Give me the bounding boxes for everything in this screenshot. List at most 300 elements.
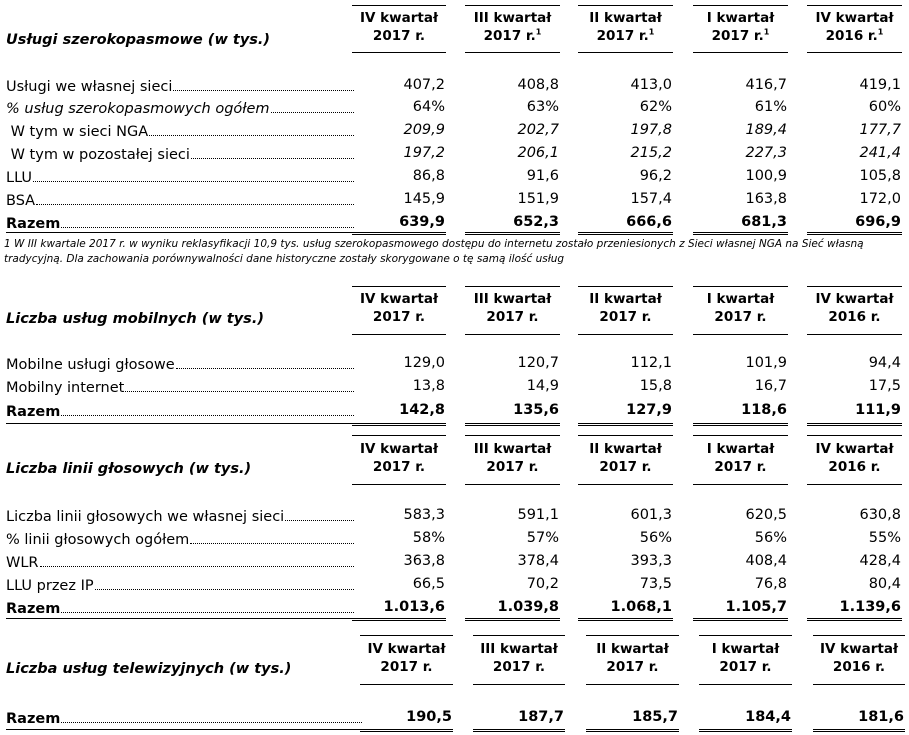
cell-value: 416,7	[745, 77, 787, 93]
column-header-line2: 2017 r.	[486, 309, 539, 325]
table-rule	[352, 423, 446, 424]
column-header-line2: 2017 r.	[372, 459, 426, 475]
table-rule	[352, 286, 446, 287]
cell-value: 408,8	[517, 77, 559, 93]
table-rule	[465, 234, 560, 235]
column-header-line2: 2017 r.	[714, 459, 767, 475]
table-rule	[807, 232, 902, 233]
cell-value: 142,8	[399, 402, 445, 418]
table-rule	[578, 5, 673, 6]
table-rule	[352, 232, 446, 233]
cell-value: 13,8	[412, 378, 445, 394]
cell-value: 215,2	[630, 145, 672, 161]
column-header	[473, 640, 565, 676]
column-header-line1: III kwartał	[480, 641, 558, 657]
column-header	[352, 9, 446, 45]
cell-value: 105,8	[859, 168, 901, 184]
table-rule	[465, 232, 560, 233]
row-label	[6, 551, 356, 571]
column-header	[465, 290, 560, 326]
table-rule	[807, 52, 902, 53]
cell-value: 58%	[412, 530, 445, 546]
cell-value: 118,6	[741, 402, 787, 418]
table-rule	[693, 334, 788, 335]
row-label	[6, 707, 364, 727]
column-header-line1: II kwartał	[589, 441, 662, 457]
table-rule	[578, 484, 673, 485]
table-rule	[578, 286, 673, 287]
table-rule	[807, 484, 902, 485]
table-rule	[693, 234, 788, 235]
table-rule	[465, 286, 560, 287]
table-rule	[360, 729, 453, 730]
cell-value: 64%	[412, 99, 445, 115]
cell-value: 639,9	[399, 214, 445, 230]
column-header	[693, 290, 788, 326]
row-label-text: Mobilny internet	[6, 380, 125, 396]
row-label-text: Usługi we własnej sieci	[6, 79, 173, 95]
table-rule	[813, 731, 905, 732]
table-rule	[807, 620, 902, 621]
table-rule	[693, 435, 788, 436]
column-header-line2: 2017 r.	[486, 459, 539, 475]
column-header-line2-row	[352, 458, 446, 476]
row-label	[6, 353, 356, 373]
cell-value: 96,2	[639, 168, 672, 184]
table-rule	[352, 5, 446, 6]
cell-value: 76,8	[754, 576, 787, 592]
column-header-line1: I kwartał	[706, 441, 775, 457]
column-header-line2: 2016 r.	[832, 659, 886, 675]
column-header-line2-row	[586, 658, 679, 676]
table-rule	[699, 684, 792, 685]
column-header-line1: I kwartał	[711, 641, 780, 657]
cell-value: 16,7	[754, 378, 787, 394]
table-rule	[693, 423, 788, 424]
leader-dots	[40, 566, 355, 567]
column-header-line2-row	[693, 27, 788, 45]
table-rule	[465, 423, 560, 424]
column-header-line2: 2017 r.	[714, 309, 767, 325]
table-rule	[699, 635, 792, 636]
row-label	[6, 75, 356, 95]
cell-value: 227,3	[745, 145, 787, 161]
cell-value: 591,1	[517, 507, 559, 523]
leader-dots	[190, 543, 354, 544]
row-label-text: Razem	[6, 601, 61, 617]
row-label-text: LLU	[6, 170, 33, 186]
cell-value: 73,5	[639, 576, 672, 592]
cell-value: 1.105,7	[725, 599, 787, 615]
row-label-text: % usług szerokopasmowych ogółem	[6, 101, 270, 117]
leader-dots	[95, 589, 354, 590]
column-header-line2-row	[465, 458, 560, 476]
section-title: Liczba usług telewizyjnych (w tys.)	[6, 661, 292, 677]
column-header-line2-row	[578, 458, 673, 476]
column-header-line2-row	[352, 308, 446, 326]
cell-value: 413,0	[630, 77, 672, 93]
table-rule	[586, 635, 679, 636]
cell-value: 696,9	[855, 214, 901, 230]
row-label-text: LLU przez IP	[6, 578, 94, 594]
row-label	[6, 505, 356, 525]
column-header-line1: IV kwartał	[815, 10, 894, 26]
column-header-line1: IV kwartał	[820, 641, 898, 657]
table-rule	[807, 286, 902, 287]
column-header-line1: III kwartał	[473, 441, 552, 457]
column-header-line2: 2016 r.	[828, 309, 881, 325]
cell-value: 202,7	[517, 122, 559, 138]
row-label	[6, 97, 356, 117]
cell-value: 630,8	[859, 507, 901, 523]
table-rule	[465, 334, 560, 335]
cell-value: 241,4	[859, 145, 901, 161]
table-rule	[693, 484, 788, 485]
row-label	[6, 597, 356, 617]
cell-value: 1.139,6	[839, 599, 901, 615]
row-label-text: Razem	[6, 404, 61, 420]
column-header-line2-row	[473, 658, 565, 676]
table-rule	[360, 635, 453, 636]
leader-dots	[191, 158, 354, 159]
column-header-line1: II kwartał	[589, 10, 662, 26]
cell-value: 209,9	[403, 122, 445, 138]
footnote-marker: 1	[648, 27, 655, 37]
section-title: Usługi szerokopasmowe (w tys.)	[6, 32, 271, 48]
column-header	[693, 440, 788, 476]
row-label-text: Liczba linii głosowych we własnej sieci	[6, 509, 285, 525]
cell-value: 197,2	[403, 145, 445, 161]
cell-value: 428,4	[859, 553, 901, 569]
table-rule	[813, 729, 905, 730]
leader-dots	[61, 227, 354, 228]
column-header-line2-row	[813, 658, 905, 676]
row-label	[6, 189, 356, 209]
cell-value: 378,4	[517, 553, 559, 569]
cell-value: 620,5	[745, 507, 787, 523]
row-label-text: Razem	[6, 711, 61, 727]
column-header	[693, 9, 788, 45]
cell-value: 101,9	[745, 355, 787, 371]
cell-value: 56%	[754, 530, 787, 546]
column-header-line2: 2017 r.	[599, 459, 652, 475]
row-label	[6, 376, 356, 396]
table-rule	[352, 620, 446, 621]
cell-value: 408,4	[745, 553, 787, 569]
cell-value: 135,6	[513, 402, 559, 418]
column-header-line1: IV kwartał	[815, 441, 894, 457]
cell-value: 172,0	[859, 191, 901, 207]
table-rule	[352, 52, 446, 53]
leader-dots	[33, 181, 354, 182]
cell-value: 1.039,8	[497, 599, 559, 615]
cell-value: 66,5	[412, 576, 445, 592]
cell-value: 190,5	[406, 709, 452, 725]
cell-value: 62%	[639, 99, 672, 115]
table-rule	[473, 684, 565, 685]
table-rule	[693, 52, 788, 53]
table-rule	[578, 234, 673, 235]
column-header	[360, 640, 453, 676]
column-header-line2-row	[360, 658, 453, 676]
table-rule	[578, 334, 673, 335]
table-rule	[693, 286, 788, 287]
table-rule	[352, 435, 446, 436]
column-header	[465, 9, 560, 45]
cell-value: 157,4	[630, 191, 672, 207]
row-label-text: WLR	[6, 555, 39, 571]
leader-dots	[61, 415, 354, 416]
column-header-line2: 2017 r.	[492, 659, 546, 675]
row-label-text: Razem	[6, 216, 61, 232]
row-label-text: % linii głosowych ogółem	[6, 532, 190, 548]
column-header-line2-row	[693, 458, 788, 476]
row-label-text: Mobilne usługi głosowe	[6, 357, 175, 373]
cell-value: 129,0	[403, 355, 445, 371]
row-label	[6, 212, 356, 232]
cell-value: 57%	[526, 530, 559, 546]
table-rule	[360, 731, 453, 732]
cell-value: 419,1	[859, 77, 901, 93]
column-header-line2: 2016 r.	[825, 28, 878, 44]
cell-value: 652,3	[513, 214, 559, 230]
cell-value: 407,2	[403, 77, 445, 93]
footnote: 1 W III kwartale 2017 r. w wyniku reklasyfikacji 10,9 tys. usług szerokopasmowego dostępu do internetu zostało przeniesionych z Sieci własnej NGA na Sieć własną tradycyjną. Dla zachowania porównywalności dane historyczne zostały skorygowane o tę samą ilość usług	[4, 238, 864, 265]
column-header	[807, 440, 902, 476]
table-rule	[473, 635, 565, 636]
cell-value: 145,9	[403, 191, 445, 207]
table-rule	[473, 729, 565, 730]
column-header-line2: 2017 r.	[372, 309, 426, 325]
cell-value: 120,7	[517, 355, 559, 371]
table-rule	[578, 435, 673, 436]
cell-value: 363,8	[403, 553, 445, 569]
cell-value: 111,9	[855, 402, 901, 418]
table-rule	[813, 684, 905, 685]
column-header-line1: III kwartał	[473, 291, 552, 307]
cell-value: 151,9	[517, 191, 559, 207]
cell-value: 91,6	[526, 168, 559, 184]
cell-value: 112,1	[630, 355, 672, 371]
section-title: Liczba usług mobilnych (w tys.)	[6, 311, 264, 327]
table-rule	[578, 425, 673, 426]
table-rule	[6, 618, 352, 619]
leader-dots	[176, 368, 354, 369]
table-rule	[699, 731, 792, 732]
table-rule	[807, 618, 902, 619]
table-rule	[693, 425, 788, 426]
column-header	[807, 290, 902, 326]
column-header	[352, 440, 446, 476]
table-rule	[465, 5, 560, 6]
cell-value: 61%	[754, 99, 787, 115]
column-header	[578, 440, 673, 476]
table-rule	[578, 423, 673, 424]
cell-value: 86,8	[412, 168, 445, 184]
column-header-line2: 2017 r.	[380, 659, 433, 675]
table-rule	[352, 425, 446, 426]
table-rule	[465, 52, 560, 53]
row-label	[6, 574, 356, 594]
table-rule	[465, 435, 560, 436]
cell-value: 163,8	[745, 191, 787, 207]
table-rule	[586, 731, 679, 732]
table-rule	[693, 618, 788, 619]
cell-value: 14,9	[526, 378, 559, 394]
row-label-text: BSA	[6, 193, 36, 209]
leader-dots	[125, 391, 354, 392]
table-rule	[473, 731, 565, 732]
cell-value: 197,8	[630, 122, 672, 138]
table-rule	[360, 684, 453, 685]
table-rule	[578, 618, 673, 619]
table-rule	[807, 5, 902, 6]
cell-value: 1.068,1	[610, 599, 672, 615]
column-header-line1: IV kwartał	[360, 10, 438, 26]
table-rule	[6, 232, 352, 233]
cell-value: 185,7	[632, 709, 678, 725]
row-label	[6, 400, 356, 420]
table-rule	[578, 232, 673, 233]
cell-value: 601,3	[630, 507, 672, 523]
column-header	[352, 290, 446, 326]
leader-dots	[36, 204, 354, 205]
section-title: Liczba linii głosowych (w tys.)	[6, 461, 252, 477]
column-header-line1: IV kwartał	[360, 291, 438, 307]
column-header-line2-row	[807, 308, 902, 326]
row-label	[6, 143, 356, 163]
row-label-text: W tym w pozostałej sieci	[6, 147, 190, 163]
column-header	[813, 640, 905, 676]
column-header	[578, 290, 673, 326]
column-header-line1: IV kwartał	[360, 441, 438, 457]
cell-value: 60%	[868, 99, 901, 115]
column-header-line1: IV kwartał	[367, 641, 446, 657]
table-rule	[807, 425, 902, 426]
column-header-line2-row	[352, 27, 446, 45]
table-rule	[807, 435, 902, 436]
table-rule	[465, 425, 560, 426]
table-rule	[6, 423, 352, 424]
cell-value: 583,3	[403, 507, 445, 523]
column-header	[586, 640, 679, 676]
column-header-line2-row	[807, 458, 902, 476]
cell-value: 189,4	[745, 122, 787, 138]
column-header-line1: II kwartał	[589, 291, 662, 307]
cell-value: 181,6	[858, 709, 904, 725]
column-header-line1: III kwartał	[473, 10, 552, 26]
column-header-line2: 2017 r.	[599, 309, 652, 325]
footnote-marker: 1	[877, 27, 884, 37]
cell-value: 56%	[639, 530, 672, 546]
column-header-line2: 2016 r.	[828, 459, 881, 475]
table-rule	[699, 729, 792, 730]
column-header-line2: 2017 r.	[596, 28, 649, 44]
row-label	[6, 528, 356, 548]
column-header-line2-row	[699, 658, 792, 676]
cell-value: 94,4	[868, 355, 901, 371]
table-rule	[578, 620, 673, 621]
table-rule	[465, 620, 560, 621]
table-rule	[6, 729, 360, 730]
cell-value: 55%	[868, 530, 901, 546]
table-rule	[693, 232, 788, 233]
column-header-line1: II kwartał	[596, 641, 669, 657]
column-header-line2-row	[465, 308, 560, 326]
column-header-line2: 2017 r.	[711, 28, 764, 44]
table-rule	[586, 729, 679, 730]
table-rule	[578, 52, 673, 53]
leader-dots	[149, 135, 354, 136]
leader-dots	[173, 90, 354, 91]
column-header-line2-row	[578, 27, 673, 45]
cell-value: 70,2	[526, 576, 559, 592]
table-rule	[813, 635, 905, 636]
row-label-text: W tym w sieci NGA	[6, 124, 149, 140]
table-rule	[807, 234, 902, 235]
leader-dots	[285, 520, 354, 521]
table-rule	[352, 618, 446, 619]
column-header-line2-row	[465, 27, 560, 45]
leader-dots	[61, 722, 362, 723]
leader-dots	[61, 612, 354, 613]
footnote-marker: 1	[763, 27, 770, 37]
column-header-line2-row	[807, 27, 902, 45]
row-label	[6, 120, 356, 140]
table-rule	[352, 334, 446, 335]
cell-value: 127,9	[626, 402, 672, 418]
table-rule	[807, 334, 902, 335]
column-header-line1: I kwartał	[706, 10, 775, 26]
column-header-line2-row	[578, 308, 673, 326]
cell-value: 80,4	[868, 576, 901, 592]
cell-value: 206,1	[517, 145, 559, 161]
column-header-line1: I kwartał	[706, 291, 775, 307]
column-header-line1: IV kwartał	[815, 291, 894, 307]
table-rule	[693, 5, 788, 6]
column-header-line2-row	[693, 308, 788, 326]
cell-value: 187,7	[518, 709, 564, 725]
leader-dots	[271, 112, 355, 113]
column-header	[699, 640, 792, 676]
table-rule	[352, 234, 446, 235]
table-rule	[807, 423, 902, 424]
column-header-line2: 2017 r.	[606, 659, 659, 675]
cell-value: 666,6	[626, 214, 672, 230]
cell-value: 1.013,6	[383, 599, 445, 615]
table-rule	[586, 684, 679, 685]
column-header-line2: 2017 r.	[372, 28, 426, 44]
cell-value: 177,7	[859, 122, 901, 138]
cell-value: 681,3	[741, 214, 787, 230]
column-header-line2: 2017 r.	[719, 659, 772, 675]
cell-value: 184,4	[745, 709, 791, 725]
column-header	[578, 9, 673, 45]
table-rule	[465, 484, 560, 485]
table-rule	[352, 484, 446, 485]
cell-value: 15,8	[639, 378, 672, 394]
footnote-marker: 1	[535, 27, 542, 37]
column-header-line2: 2017 r.	[483, 28, 536, 44]
cell-value: 393,3	[630, 553, 672, 569]
table-rule	[465, 618, 560, 619]
cell-value: 100,9	[745, 168, 787, 184]
cell-value: 63%	[526, 99, 559, 115]
column-header	[807, 9, 902, 45]
row-label	[6, 166, 356, 186]
table-rule	[693, 620, 788, 621]
column-header	[465, 440, 560, 476]
